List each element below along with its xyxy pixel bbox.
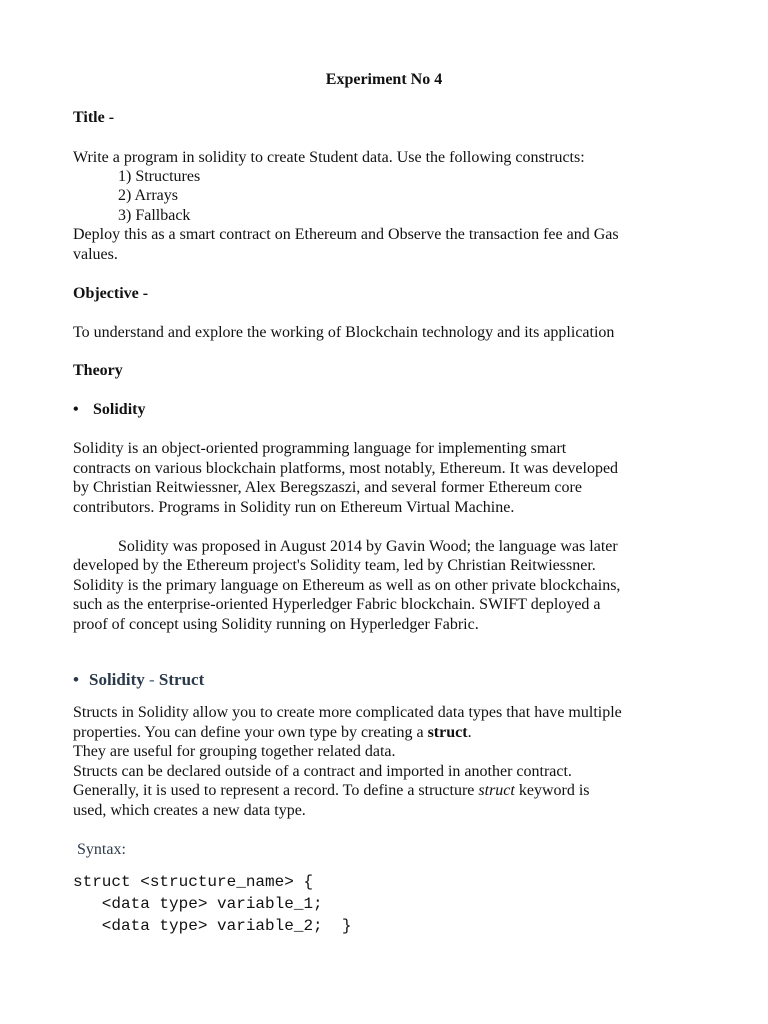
syntax-label: Syntax: [77,841,126,858]
bullet-icon: • [73,401,79,418]
struct-para-line-6: used, which creates a new data type. [73,802,306,819]
struct-heading-a: Solidity [89,670,145,689]
theory-label: Theory [73,362,123,379]
struct-heading [73,670,204,690]
struct-heading-b: Struct [158,670,205,689]
para1-line-1: Solidity is an object-oriented programming language for implementing smart [73,440,567,457]
document-title: Experiment No 4 [325,71,443,88]
construct-item-fallback: 3) Fallback [118,207,191,224]
construct-item-arrays: 2) Arrays [118,187,178,204]
objective-label: Objective - [73,285,149,302]
para1-line-2: contracts on various blockchain platforms, most notably, Ethereum. It was developed [73,460,619,477]
para2-line-3: Solidity is the primary language on Ethereum as well as on other private blockchains, [73,577,621,594]
code-line-2: <data type> variable_1; [73,895,323,913]
para2-line-2: developed by the Ethereum project's Solidity team, led by Christian Reitwiessner. [73,557,596,574]
code-line-1: struct <structure_name> { [73,873,314,891]
bullet-icon: • [73,670,79,689]
construct-item-structures: 1) Structures [118,168,201,185]
struct-keyword-italic: struct [478,782,515,799]
solidity-heading-text: Solidity [93,401,146,418]
solidity-heading [73,400,145,420]
deploy-line-1: Deploy this as a smart contract on Ethereum and Observe the transaction fee and Gas [73,226,619,243]
struct-para-line-2-text: properties. You can define your own type by creating a [73,724,428,741]
para2-line-1: Solidity was proposed in August 2014 by Gavin Wood; the language was later [118,538,618,555]
objective-text: To understand and explore the working of Blockchain technology and its application [73,324,615,341]
deploy-line-2: values. [73,246,118,263]
code-line-3: <data type> variable_2; } [73,917,352,935]
struct-para-line-2 [73,723,472,743]
para1-line-3: by Christian Reitwiessner, Alex Beregszaszi, and several former Ethereum core [73,479,582,496]
struct-para-line-4: Structs can be declared outside of a contract and imported in another contract. [73,763,572,780]
para1-line-4: contributors. Programs in Solidity run on Ethereum Virtual Machine. [73,499,515,516]
task-intro: Write a program in solidity to create Student data. Use the following constructs: [73,149,585,166]
struct-para-line-5-text: Generally, it is used to represent a record. To define a structure [73,782,479,799]
struct-para-line-5 [73,781,590,801]
struct-para-line-3: They are useful for grouping together related data. [73,743,396,760]
struct-para-line-1: Structs in Solidity allow you to create more complicated data types that have multiple [73,704,622,721]
struct-para-line-5-end: keyword is [514,782,590,799]
struct-keyword-bold: struct [427,724,468,741]
struct-para-line-2-end: . [467,724,472,741]
title-label: Title - [73,109,115,126]
para2-line-5: proof of concept using Solidity running on Hyperledger Fabric. [73,616,479,633]
para2-line-4: such as the enterprise-oriented Hyperledger Fabric blockchain. SWIFT deployed a [73,596,601,613]
struct-heading-separator: - [144,670,159,689]
